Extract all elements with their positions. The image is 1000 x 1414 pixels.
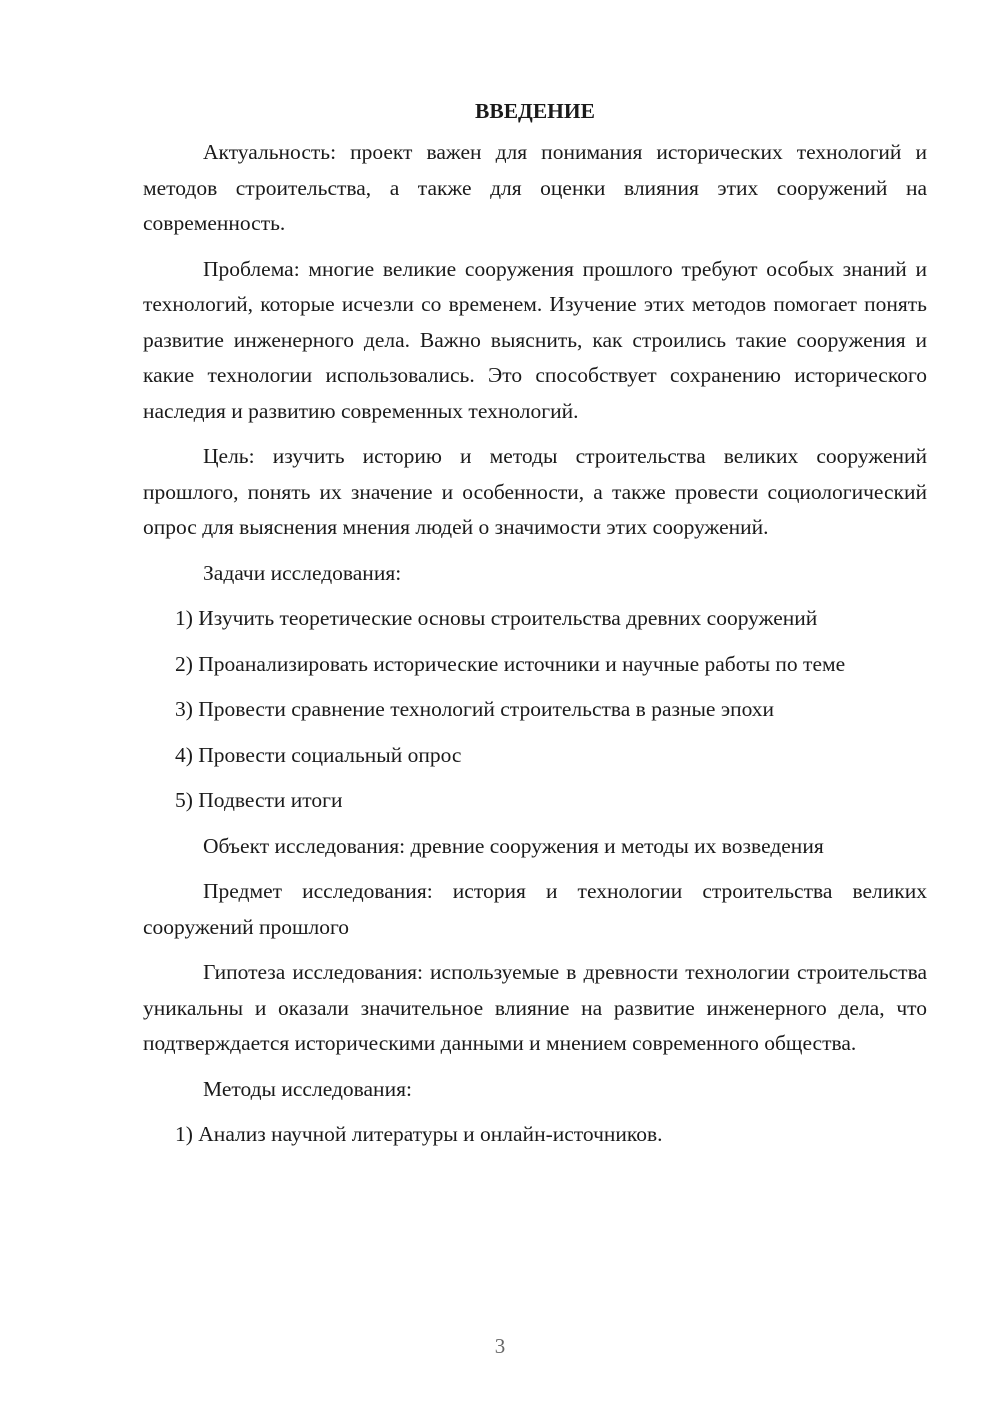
page-number: 3 [494,1334,506,1358]
hypothesis-paragraph: Гипотеза исследования: используемые в древности технологии строительства уникальны и оказали значительное влияние на развитие инженерного дела, что подтверждается историческими данными и мнением современного общества. [143,960,927,1055]
object-paragraph: Объект исследования: древние сооружения и методы их возведения [203,833,824,858]
goal-paragraph: Цель: изучить историю и методы строительства великих сооружений прошлого, понять их значение и особенности, а также провести социологический опрос для выяснения мнения людей о значимости этих сооружений. [143,444,927,539]
relevance-paragraph: Актуальность: проект важен для понимания исторических технологий и методов строительства, а также для оценки влияния этих сооружений на современность. [143,140,927,235]
task-item-1: 1) Изучить теоретические основы строительства древних сооружений [175,606,818,630]
problem-paragraph: Проблема: многие великие сооружения прошлого требуют особых знаний и технологий, которые исчезли со временем. Изучение этих методов помогает понять развитие инженерного дела. Важно выяснить, как строились такие сооружения и какие технологии использовались. Это способствует сохранению исторического наследия и развитию современных технологий. [143,256,927,423]
task-item-2: 2) Проанализировать исторические источники и научные работы по теме [175,651,846,676]
subject-paragraph: Предмет исследования: история и технологии строительства великих сооружений прошлого [143,879,927,939]
section-title: ВВЕДЕНИЕ [475,99,595,123]
methods-heading: Методы исследования: [203,1076,412,1101]
tasks-heading: Задачи исследования: [203,560,402,585]
task-item-3: 3) Провести сравнение технологий строительства в разные эпохи [175,697,775,721]
document-page [143,96,927,1163]
task-item-5: 5) Подвести итоги [175,788,343,812]
method-item-1: 1) Анализ научной литературы и онлайн-источников. [175,1122,663,1146]
task-item-4: 4) Провести социальный опрос [175,742,462,767]
